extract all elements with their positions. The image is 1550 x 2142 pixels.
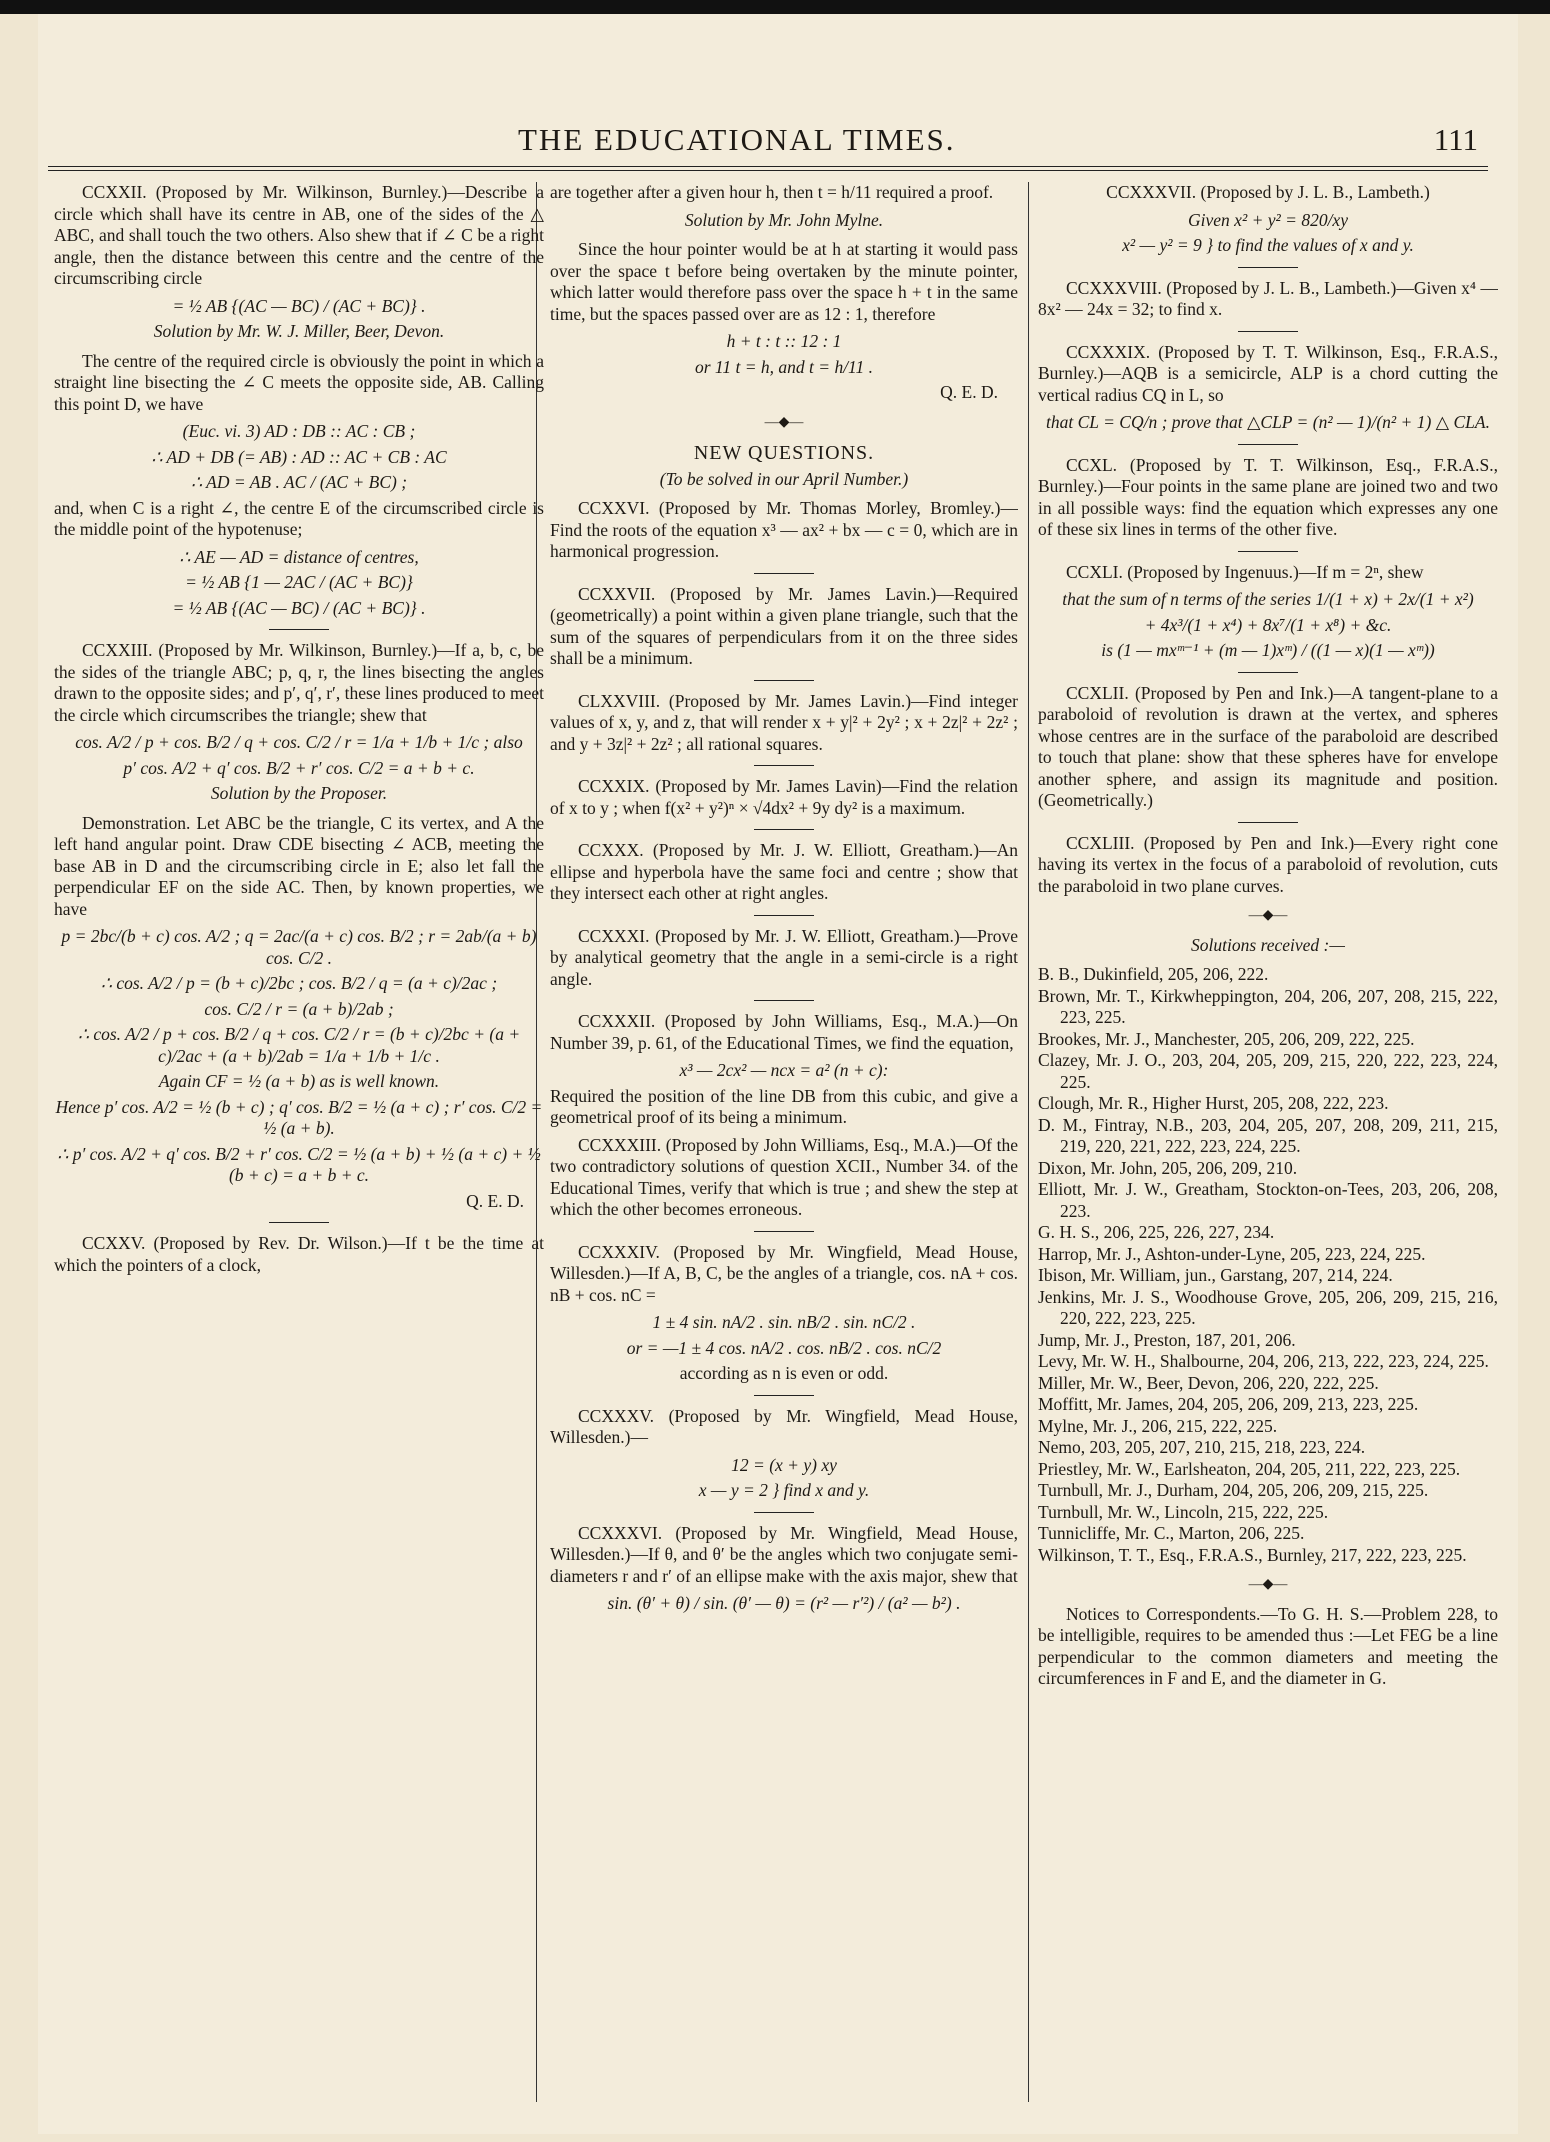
equation: = ½ AB {1 — 2AC / (AC + BC)} — [185, 572, 413, 592]
equation: 12 = (x + y) xy — [731, 1454, 837, 1475]
question-241: CCXLI. (Proposed by Ingenuus.)—If m = 2ⁿ, shew — [1066, 561, 1424, 582]
list-item: B. B., Dukinfield, 205, 206, 222. — [1038, 964, 1269, 984]
column-middle — [550, 182, 1018, 2122]
equation: cos. A/2 / p + cos. B/2 / q + cos. C/2 / r = 1/a + 1/b + 1/c ; also — [75, 732, 523, 752]
masthead-title: THE EDUCATIONAL TIMES. — [518, 122, 956, 157]
list-item: Ibison, Mr. William, jun., Garstang, 207, 214, 224. — [1038, 1265, 1393, 1285]
question-225: CCXXV. (Proposed by Rev. Dr. Wilson.)—If t be the time at which the pointers of a clock, — [54, 1233, 544, 1275]
equation: that the sum of n terms of the series 1/(1 + x) + 2x/(1 + x²) — [1062, 589, 1474, 609]
question-243: CCXLIII. (Proposed by Pen and Ink.)—Every right cone having its vertex in the focus of a paraboloid of revolution, cuts the paraboloid in two plane curves. — [1038, 832, 1498, 896]
separator — [754, 829, 814, 830]
equation: x — y = 2 } find x and y. — [698, 1480, 870, 1500]
equation: h + t : t :: 12 : 1 — [726, 331, 842, 351]
top-edge — [0, 0, 1550, 14]
solution-heading: Solution by Mr. W. J. Miller, Beer, Devon. — [153, 321, 445, 341]
separator — [1238, 267, 1298, 268]
question-242: CCXLII. (Proposed by Pen and Ink.)—A tangent-plane to a paraboloid of revolution is drawn at the vertex, and spheres whose centres are in the surface of the paraboloid are described to touch that plane: show that these spheres have for envelope another sphere, and assign its magnitude and position. (Geometrically.) — [1038, 682, 1498, 810]
list-item: G. H. S., 206, 225, 226, 227, 234. — [1038, 1222, 1275, 1242]
solutions-heading: Solutions received :— — [1191, 934, 1345, 955]
equation: p = 2bc/(b + c) cos. A/2 ; q = 2ac/(a + c) cos. B/2 ; r = 2ab/(a + b) cos. C/2 . — [61, 926, 537, 968]
qed: Q. E. D. — [466, 1190, 524, 1211]
list-item: Dixon, Mr. John, 205, 206, 209, 210. — [1038, 1157, 1298, 1178]
paragraph: are together after a given hour h, then t = h/11 required a proof. — [550, 182, 994, 202]
question-229: CCXXIX. (Proposed by Mr. James Lavin)—Find the relation of x to y ; when f(x² + y²)ⁿ × √4dx² + 9y dy² is a maximum. — [550, 776, 1018, 818]
ornament-divider: —◆— — [764, 414, 804, 430]
equation: ∴ p′ cos. A/2 + q′ cos. B/2 + r′ cos. C/2 = ½ (a + b) + ½ (a + c) + ½ (b + c) = a + b + c. — [57, 1143, 541, 1185]
separator — [754, 915, 814, 916]
equation: or = —1 ± 4 cos. nA/2 . cos. nB/2 . cos. nC/2 — [626, 1337, 942, 1358]
separator — [754, 1395, 814, 1396]
paragraph: Required the position of the line DB from this cubic, and give a geometrical proof of its being a minimum. — [550, 1085, 1018, 1127]
list-item: Harrop, Mr. J., Ashton-under-Lyne, 205, 223, 224, 225. — [1038, 1243, 1426, 1264]
paragraph: Demonstration. Let ABC be the triangle, C its vertex, and A the left hand angular point. Draw CDE bisecting ∠ ACB, meeting the base AB in D and the circumscribing circle in E; also let fall the perpendicular EF on the side AC. Then, by known properties, we have — [54, 812, 544, 919]
separator — [1238, 551, 1298, 552]
solutions-list — [1038, 964, 1498, 1566]
equation: p′ cos. A/2 + q′ cos. B/2 + r′ cos. C/2 = a + b + c. — [123, 757, 475, 778]
list-item: Brown, Mr. T., Kirkwheppington, 204, 206, 207, 208, 215, 222, 223, 225. — [1038, 985, 1498, 1027]
equation: ∴ AD = AB . AC / (AC + BC) ; — [190, 472, 408, 492]
paragraph: and, when C is a right ∠, the centre E of the circumscribed circle is the middle point of the hypotenuse; — [54, 497, 544, 539]
list-item: Turnbull, Mr. J., Durham, 204, 205, 206, 209, 215, 225. — [1038, 1480, 1429, 1500]
separator — [754, 1512, 814, 1513]
question-227: CCXXVII. (Proposed by Mr. James Lavin.)—Required (geometrically) a point within a given plane triangle, such that the sum of the squares of perpendiculars from it on the three sides shall be a minimum. — [550, 583, 1018, 668]
list-item: Moffitt, Mr. James, 204, 205, 206, 209, 213, 223, 225. — [1038, 1394, 1419, 1414]
list-item: D. M., Fintray, N.B., 203, 204, 205, 207, 208, 209, 211, 215, 219, 220, 221, 222, 223, 224, 225. — [1038, 1114, 1498, 1156]
list-item: Turnbull, Mr. W., Lincoln, 215, 222, 225. — [1038, 1501, 1329, 1522]
page-header — [38, 114, 1518, 164]
question-222: CCXXII. (Proposed by Mr. Wilkinson, Burnley.)—Describe a circle which shall have its centre in AB, one of the sides of the △ ABC, and shall touch the two others. Also shew that if ∠ C be a right angle, then the distance between this centre and the centre of the circumscribing circle — [54, 182, 544, 288]
equation: Again CF = ½ (a + b) as is well known. — [158, 1071, 440, 1091]
ornament-divider: —◆— — [1248, 908, 1288, 923]
equation: ∴ AE — AD = distance of centres, — [179, 546, 419, 567]
separator — [269, 1222, 329, 1223]
question-230: CCXXX. (Proposed by Mr. J. W. Elliott, Greatham.)—An ellipse and hyperbola have the same foci and centre ; show that they intersect each other at right angles. — [550, 840, 1018, 903]
question-237: CCXXXVII. (Proposed by J. L. B., Lambeth.) — [1106, 182, 1430, 202]
notices-to-correspondents: Notices to Correspondents.—To G. H. S.—Problem 228, to be intelligible, requires to be amended thus :—Let FEG be a line perpendicular to the common diameters and meeting the circumferences in F and E, and the diameter in G. — [1038, 1603, 1498, 1688]
list-item: Tunnicliffe, Mr. C., Marton, 206, 225. — [1038, 1523, 1305, 1543]
newspaper-page — [38, 14, 1518, 2134]
separator — [754, 765, 814, 766]
list-item: Wilkinson, T. T., Esq., F.R.A.S., Burnley, 217, 222, 223, 225. — [1038, 1544, 1467, 1565]
solution-heading: Solution by Mr. John Mylne. — [684, 209, 884, 230]
equation: Hence p′ cos. A/2 = ½ (b + c) ; q′ cos. B/2 = ½ (a + c) ; r′ cos. C/2 = ½ (a + b). — [55, 1096, 543, 1138]
column-left — [54, 182, 544, 2122]
question-234: CCXXXIV. (Proposed by Mr. Wingfield, Mead House, Willesden.)—If A, B, C, be the angles of a triangle, cos. nA + cos. nB + cos. nC = — [550, 1241, 1018, 1305]
question-239: CCXXXIX. (Proposed by T. T. Wilkinson, Esq., F.R.A.S., Burnley.)—AQB is a semicircle, ALP is a chord cutting the vertical radius CQ in L, so — [1038, 341, 1498, 405]
paragraph: Since the hour pointer would be at h at starting it would pass over the space t before being overtaken by the minute pointer, which latter would therefore pass over the space h + t in the same time, but the spaces passed over are as 12 : 1, therefore — [550, 239, 1018, 324]
solution-heading: Solution by the Proposer. — [210, 783, 388, 803]
equation: cos. C/2 / r = (a + b)/2ab ; — [204, 998, 394, 1019]
paragraph: according as n is even or odd. — [679, 1363, 889, 1383]
list-item: Clazey, Mr. J. O., 203, 204, 205, 209, 215, 220, 222, 223, 224, 225. — [1038, 1050, 1498, 1092]
separator — [269, 629, 329, 630]
question-228: CLXXVIII. (Proposed by Mr. James Lavin.)—Find integer values of x, y, and z, that will render x + y|² + 2y² ; x + 2z|² + 2z² ; and y + 3z|² + 2z² ; all rational squares. — [550, 690, 1018, 754]
question-233: CCXXXIII. (Proposed by John Williams, Esq., M.A.)—Of the two contradictory solutions of question XCII., Number 34. of the Educational Times, verify that which is true ; and shew the step at which the other becomes erroneous. — [550, 1134, 1018, 1219]
separator — [1238, 444, 1298, 445]
question-236: CCXXXVI. (Proposed by Mr. Wingfield, Mead House, Willesden.)—If θ, and θ′ be the angles which two conjugate semi-diameters r and r′ of an ellipse make with the axis major, shew that — [550, 1522, 1018, 1586]
equation: Given x² + y² = 820/xy — [1188, 209, 1348, 230]
ornament-divider: —◆— — [1248, 1577, 1288, 1592]
equation: ∴ cos. A/2 / p = (b + c)/2bc ; cos. B/2 / q = (a + c)/2ac ; — [100, 973, 498, 993]
list-item: Elliott, Mr. J. W., Greatham, Stockton-on-Tees, 203, 206, 208, 223. — [1038, 1179, 1498, 1221]
equation: (Euc. vi. 3) AD : DB :: AC : CB ; — [182, 421, 416, 441]
separator — [1238, 672, 1298, 673]
list-item: Mylne, Mr. J., 206, 215, 222, 225. — [1038, 1415, 1278, 1436]
equation: 1 ± 4 sin. nA/2 . sin. nB/2 . sin. nC/2 . — [652, 1312, 916, 1332]
list-item: Nemo, 203, 205, 207, 210, 215, 218, 223, 224. — [1038, 1437, 1366, 1457]
equation: x² — y² = 9 } to find the values of x and y. — [1122, 235, 1414, 255]
equation: or 11 t = h, and t = h/11 . — [694, 356, 874, 377]
question-231: CCXXXI. (Proposed by Mr. J. W. Elliott, Greatham.)—Prove by analytical geometry that the angle in a semi-circle is a right angle. — [550, 925, 1018, 989]
equation: + 4x³/(1 + x⁴) + 8x⁷/(1 + x⁸) + &c. — [1144, 614, 1392, 635]
equation: sin. (θ′ + θ) / sin. (θ′ — θ) = (r² — r′²) / (a² — b²) . — [607, 1593, 961, 1613]
list-item: Clough, Mr. R., Higher Hurst, 205, 208, 222, 223. — [1038, 1093, 1389, 1113]
header-rule — [48, 166, 1488, 171]
section-heading: NEW QUESTIONS. — [693, 442, 875, 464]
equation: that CL = CQ/n ; prove that △CLP = (n² — 1)/(n² + 1) △ CLA. — [1046, 412, 1490, 432]
list-item: Brookes, Mr. J., Manchester, 205, 206, 209, 222, 225. — [1038, 1028, 1415, 1049]
paragraph: The centre of the required circle is obviously the point in which a straight line bisecting the ∠ C meets the opposite side, AB. Calling this point D, we have — [54, 350, 544, 414]
separator — [754, 1000, 814, 1001]
section-subheading: (To be solved in our April Number.) — [659, 468, 909, 489]
page-number: 111 — [1433, 122, 1478, 157]
separator — [754, 1231, 814, 1232]
list-item: Miller, Mr. W., Beer, Devon, 206, 220, 222, 225. — [1038, 1372, 1379, 1393]
question-223: CCXXIII. (Proposed by Mr. Wilkinson, Burnley.)—If a, b, c, be the sides of the triangle ABC; p, q, r, the lines bisecting the angles drawn to the opposite sides; and p′, q′, r′, these lines produced to meet the circle which circumscribes the triangle; shew that — [54, 640, 544, 725]
question-226: CCXXVI. (Proposed by Mr. Thomas Morley, Bromley.)—Find the roots of the equation x³ — ax² + bx — c = 0, which are in harmonical progression. — [550, 498, 1018, 561]
question-240: CCXL. (Proposed by T. T. Wilkinson, Esq., F.R.A.S., Burnley.)—Four points in the same plane are joined two and two in all possible ways: find the equation which expresses any one of these six lines in terms of the other five. — [1038, 454, 1498, 539]
separator — [754, 573, 814, 574]
equation: = ½ AB {(AC — BC) / (AC + BC)} . — [172, 597, 426, 618]
question-238: CCXXXVIII. (Proposed by J. L. B., Lambeth.)—Given x⁴ — 8x² — 24x = 32; to find x. — [1038, 277, 1498, 319]
separator — [1238, 822, 1298, 823]
question-235: CCXXXV. (Proposed by Mr. Wingfield, Mead House, Willesden.)— — [550, 1405, 1018, 1447]
equation: ∴ cos. A/2 / p + cos. B/2 / q + cos. C/2 / r = (b + c)/2bc + (a + c)/2ac + (a + b)/2ab = 1/a + 1/b + 1/c . — [77, 1024, 521, 1066]
qed: Q. E. D. — [940, 382, 998, 402]
equation: ∴ AD + DB (= AB) : AD :: AC + CB : AC — [151, 446, 447, 467]
separator — [1238, 331, 1298, 332]
separator — [754, 680, 814, 681]
list-item: Levy, Mr. W. H., Shalbourne, 204, 206, 213, 222, 223, 224, 225. — [1038, 1351, 1489, 1371]
list-item: Jump, Mr. J., Preston, 187, 201, 206. — [1038, 1329, 1296, 1350]
equation: x³ — 2cx² — ncx = a² (n + c): — [679, 1060, 889, 1080]
column-divider — [1028, 182, 1029, 2102]
equation: is (1 — mxᵐ⁻¹ + (m — 1)xᵐ) / ((1 — x)(1 — xᵐ)) — [1101, 640, 1435, 660]
question-232: CCXXXII. (Proposed by John Williams, Esq., M.A.)—On Number 39, p. 61, of the Educational Times, we find the equation, — [550, 1011, 1018, 1053]
list-item: Jenkins, Mr. J. S., Woodhouse Grove, 205, 206, 209, 215, 216, 220, 222, 223, 225. — [1038, 1286, 1498, 1328]
list-item: Priestley, Mr. W., Earlsheaton, 204, 205, 211, 222, 223, 225. — [1038, 1458, 1461, 1479]
equation: = ½ AB {(AC — BC) / (AC + BC)} . — [172, 295, 426, 316]
column-right — [1038, 182, 1498, 2122]
